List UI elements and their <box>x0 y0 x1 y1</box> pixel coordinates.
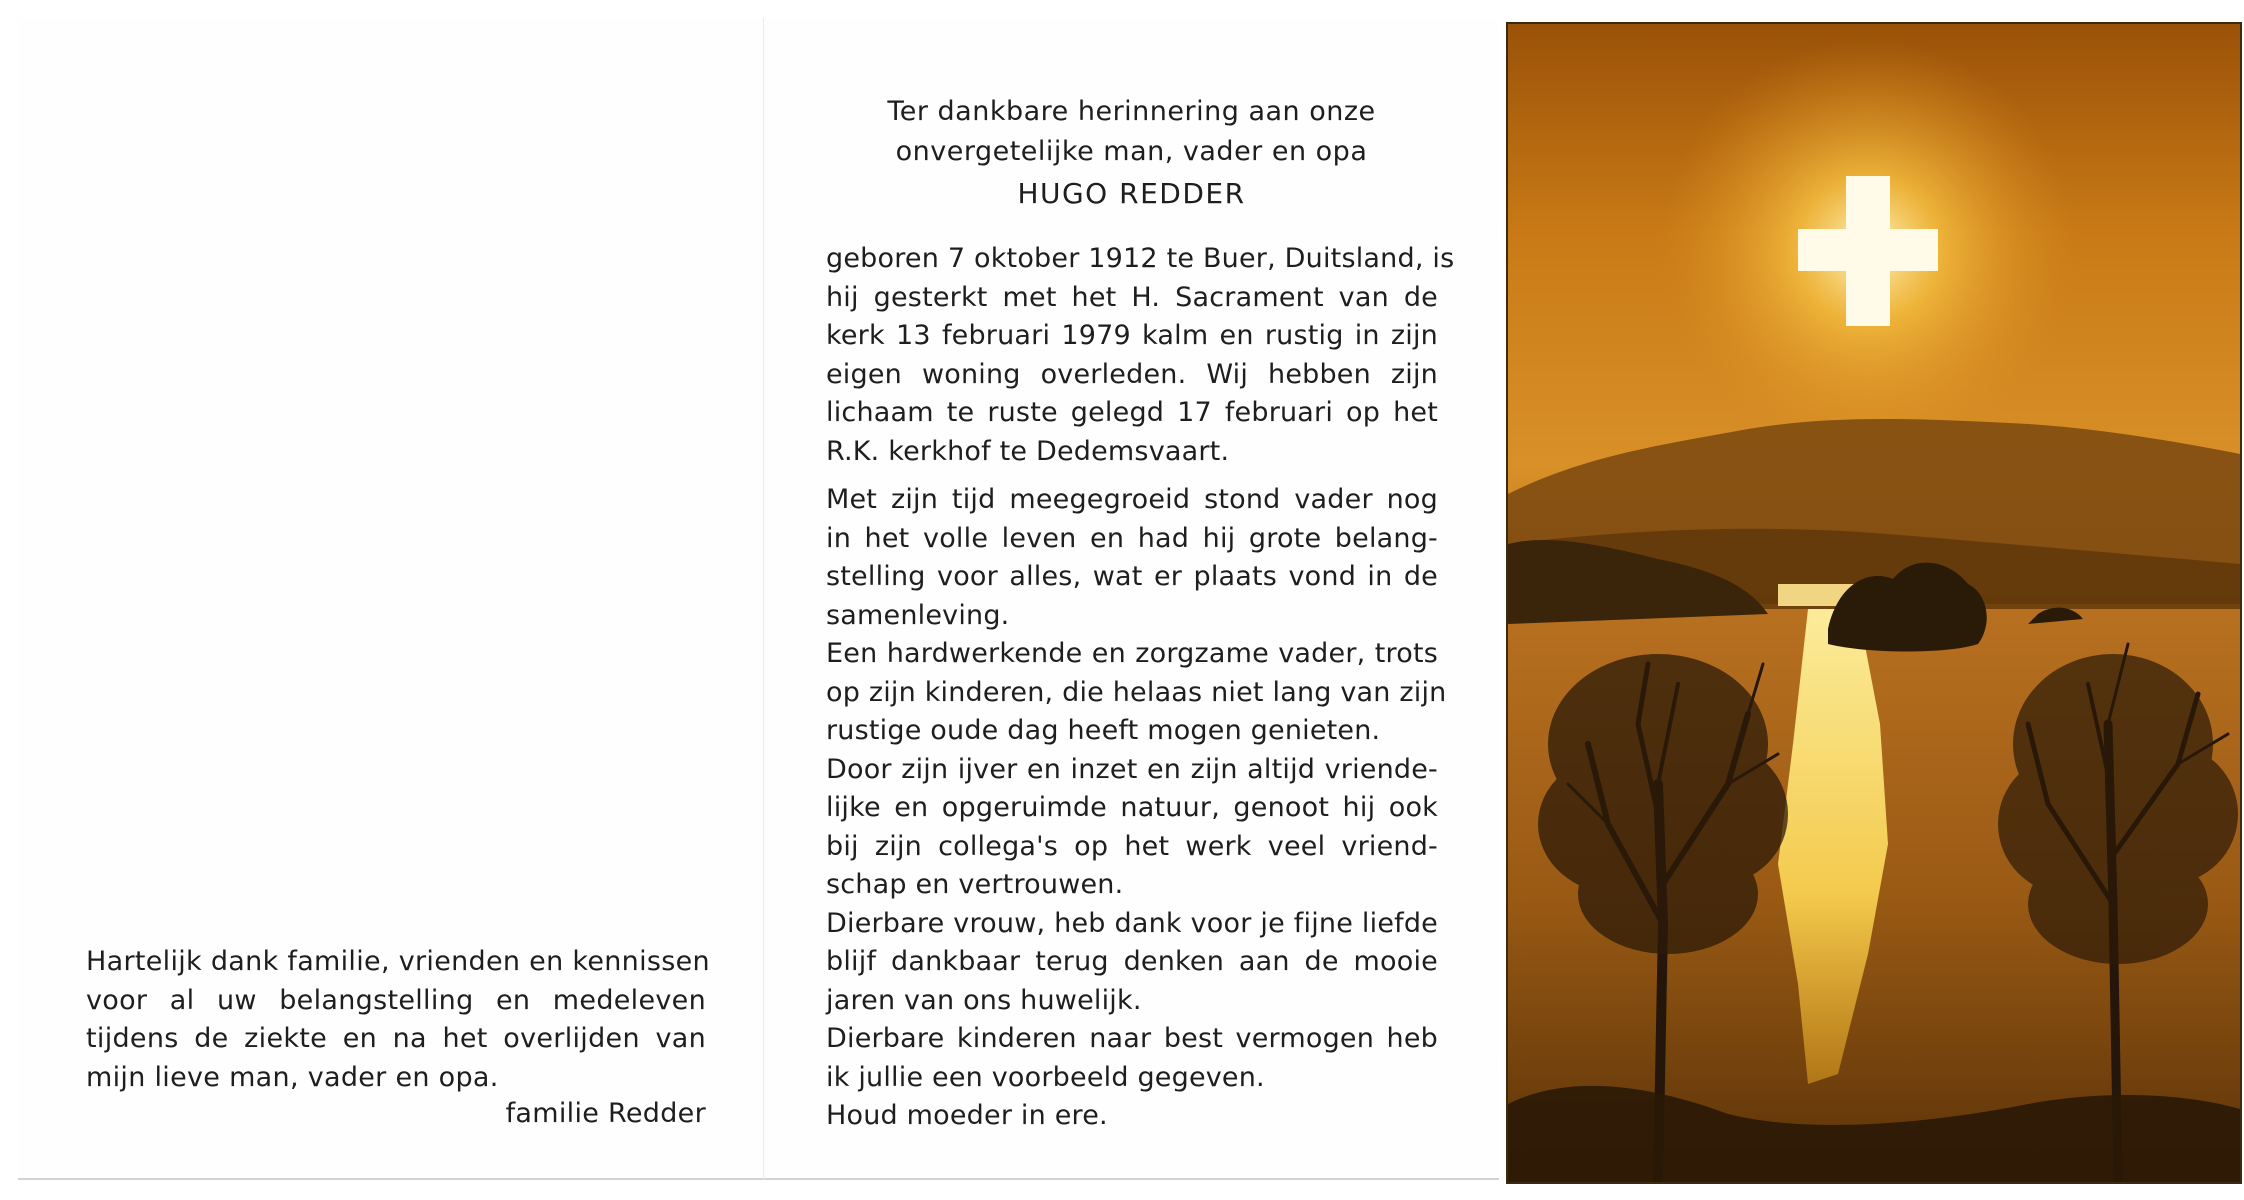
text-line: lijke en opgeruimde natuur, genoot hij ook <box>826 792 1438 823</box>
text-line: Dierbare kinderen naar best vermogen heb <box>826 1023 1438 1054</box>
paragraph-children <box>826 1020 1438 1136</box>
intro-line: Ter dankbare herinnering aan onze <box>887 96 1376 127</box>
text-line: jaren van ons huwelijk. <box>826 984 1142 1016</box>
text-line: lichaam te ruste gelegd 17 februari op het <box>826 397 1438 428</box>
text-line: samenleving. <box>826 599 1010 631</box>
thanks-line: voor al uw belangstelling en medeleven <box>86 984 706 1016</box>
text-line: blijf dankbaar terug denken aan de mooie <box>826 946 1438 977</box>
paragraph-life <box>826 481 1438 635</box>
sunset-photo-panel <box>1506 22 2242 1184</box>
thanks-line: mijn lieve man, vader en opa. <box>86 1061 499 1093</box>
sunset-lake-image <box>1508 24 2240 1182</box>
text-line: ik jullie een voorbeeld gegeven. <box>826 1061 1265 1093</box>
obituary-text <box>826 240 1455 1136</box>
paragraph-wife <box>826 905 1438 1021</box>
left-panel <box>18 18 763 1180</box>
text-line: Houd moeder in ere. <box>826 1100 1108 1131</box>
paragraph-birth-death <box>826 240 1455 471</box>
paragraph-character <box>826 751 1438 905</box>
thanks-line: tijdens de ziekte en na het overlijden van <box>86 1023 706 1054</box>
text-line: Met zijn tijd meegegroeid stond vader nog <box>826 484 1438 515</box>
text-line: rustige oude dag heeft mogen genieten. <box>826 715 1381 746</box>
remembrance-header <box>764 92 1499 214</box>
text-line: schap en vertrouwen. <box>826 869 1124 900</box>
middle-panel <box>763 18 1499 1180</box>
text-line: kerk 13 februari 1979 kalm en rustig in zijn <box>826 320 1438 351</box>
thanks-line: Hartelijk dank familie, vrienden en kennissen <box>86 946 710 977</box>
signature: familie Redder <box>505 1098 706 1129</box>
text-line: in het volle leven en had hij grote belang- <box>826 522 1438 554</box>
deceased-name: HUGO REDDER <box>1017 177 1246 210</box>
intro-line: onvergetelijke man, vader en opa <box>895 136 1368 167</box>
text-line: R.K. kerkhof te Dedemsvaart. <box>826 435 1230 467</box>
text-line: bij zijn collega's op het werk veel vriend- <box>826 830 1438 862</box>
thanks-message <box>86 943 710 1097</box>
text-line: hij gesterkt met het H. Sacrament van de <box>826 281 1438 313</box>
text-line: stelling voor alles, wat er plaats vond in de <box>826 561 1438 592</box>
text-line: eigen woning overleden. Wij hebben zijn <box>826 358 1438 390</box>
text-line: geboren 7 oktober 1912 te Buer, Duitsland, is <box>826 243 1455 274</box>
paragraph-father <box>826 635 1447 751</box>
text-line: Dierbare vrouw, heb dank voor je fijne liefde <box>826 907 1438 939</box>
text-line: Door zijn ijver en inzet en zijn altijd vriende- <box>826 753 1438 785</box>
text-line: Een hardwerkende en zorgzame vader, trots <box>826 638 1438 669</box>
text-line: op zijn kinderen, die helaas niet lang van zijn <box>826 676 1447 708</box>
